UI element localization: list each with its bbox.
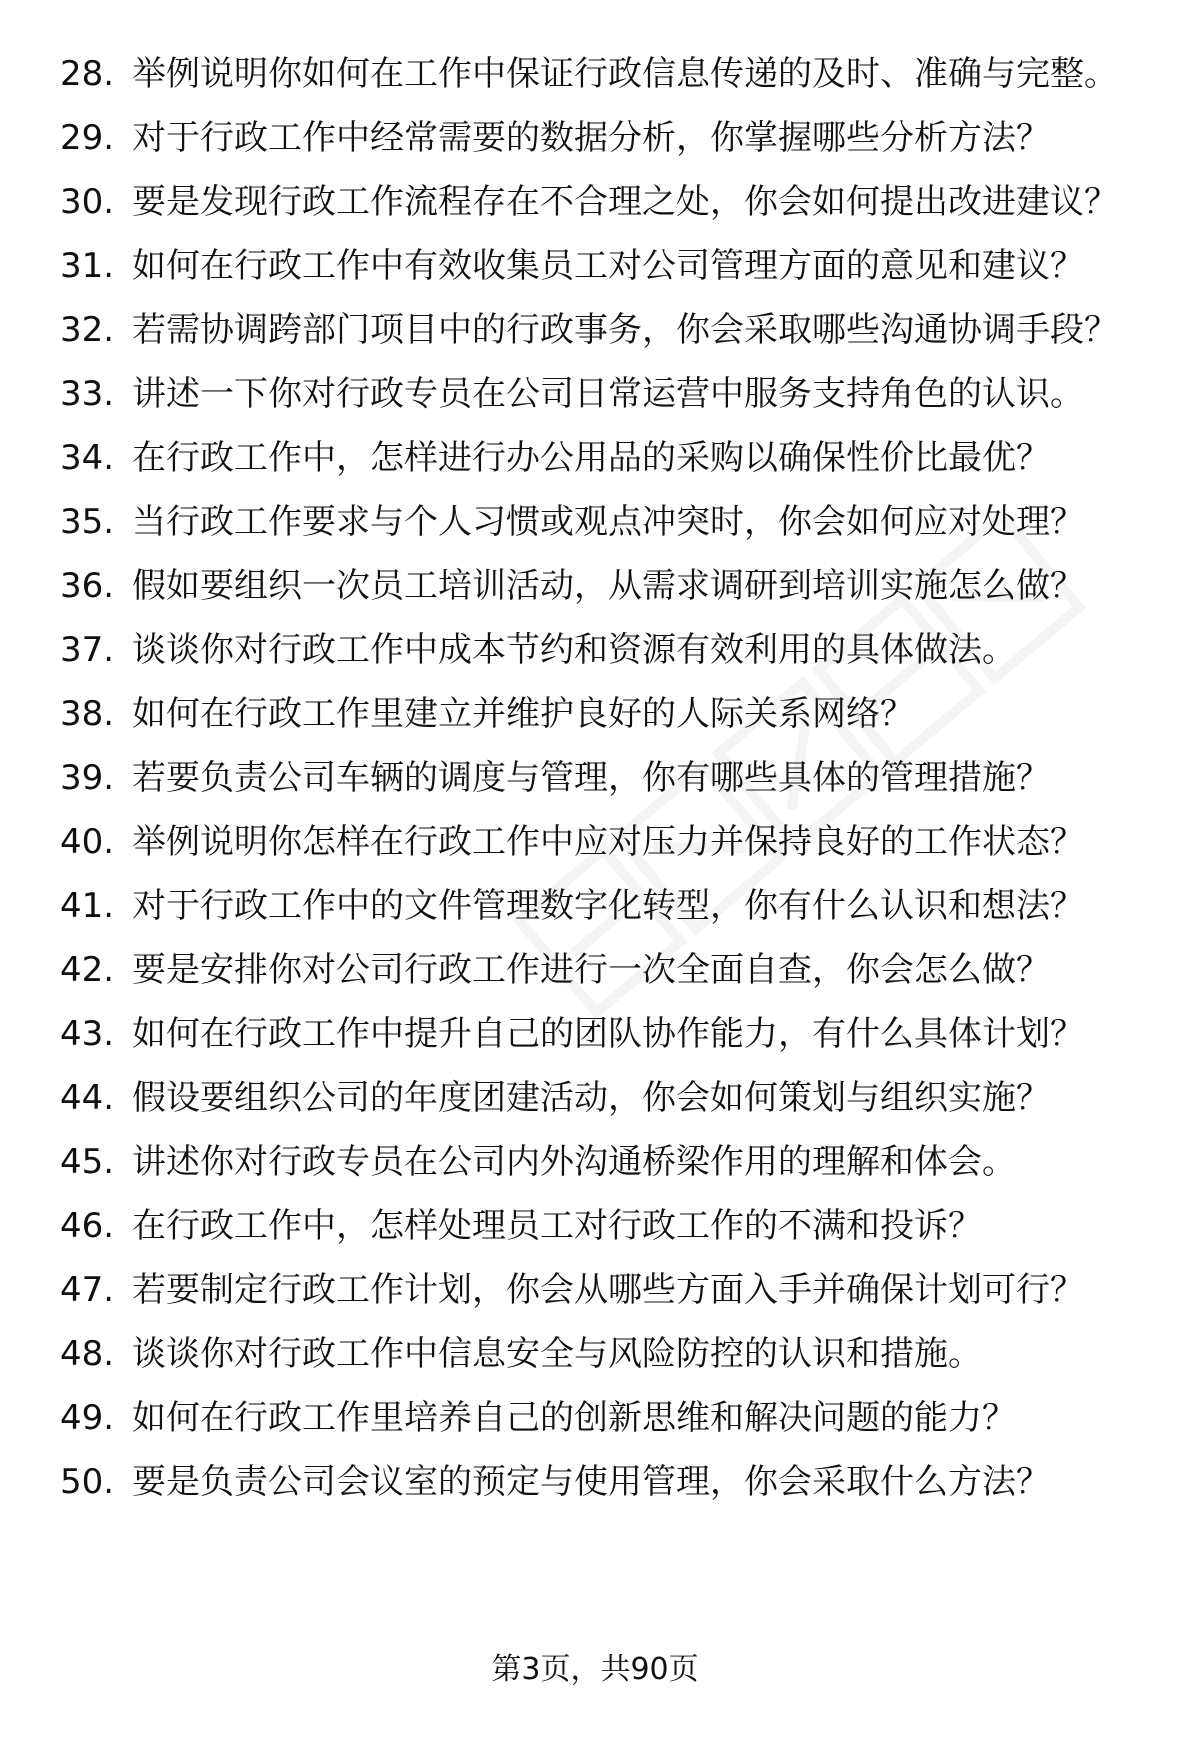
question-text: 举例说明你如何在工作中保证行政信息传递的及时、准确与完整。 — [132, 54, 1118, 94]
question-item — [60, 1012, 1160, 1056]
question-text: 举例说明你怎样在行政工作中应对压力并保持良好的工作状态？ — [132, 822, 1084, 862]
question-item — [60, 1460, 1160, 1504]
question-number: 46. — [60, 1206, 115, 1246]
question-number: 37. — [60, 630, 115, 670]
question-text: 假设要组织公司的年度团建活动，你会如何策划与组织实施？ — [132, 1078, 1050, 1118]
question-item — [60, 1396, 1160, 1440]
question-number: 31. — [60, 246, 115, 286]
question-item — [60, 1076, 1160, 1120]
question-text: 在行政工作中，怎样进行办公用品的采购以确保性价比最优？ — [132, 438, 1050, 478]
question-number: 28. — [60, 54, 115, 94]
question-number: 40. — [60, 822, 115, 862]
question-text: 谈谈你对行政工作中信息安全与风险防控的认识和措施。 — [132, 1334, 982, 1374]
question-item — [60, 308, 1160, 352]
question-text: 要是发现行政工作流程存在不合理之处，你会如何提出改进建议？ — [132, 182, 1118, 222]
question-number: 49. — [60, 1398, 115, 1438]
question-number: 45. — [60, 1142, 115, 1182]
question-number: 47. — [60, 1270, 115, 1310]
question-item — [60, 1268, 1160, 1312]
question-text: 如何在行政工作中有效收集员工对公司管理方面的意见和建议？ — [132, 246, 1084, 286]
question-number: 39. — [60, 758, 115, 798]
question-number: 33. — [60, 374, 115, 414]
question-item — [60, 948, 1160, 992]
question-item — [60, 628, 1160, 672]
question-number: 38. — [60, 694, 115, 734]
question-text: 如何在行政工作里培养自己的创新思维和解决问题的能力？ — [132, 1398, 1016, 1438]
question-number: 30. — [60, 182, 115, 222]
question-number: 44. — [60, 1078, 115, 1118]
question-text: 如何在行政工作里建立并维护良好的人际关系网络？ — [132, 694, 914, 734]
question-item — [60, 180, 1160, 224]
question-number: 48. — [60, 1334, 115, 1374]
question-item — [60, 884, 1160, 928]
question-number: 41. — [60, 886, 115, 926]
question-text: 当行政工作要求与个人习惯或观点冲突时，你会如何应对处理？ — [132, 502, 1084, 542]
question-text: 如何在行政工作中提升自己的团队协作能力，有什么具体计划？ — [132, 1014, 1084, 1054]
question-item — [60, 52, 1160, 96]
question-text: 对于行政工作中的文件管理数字化转型，你有什么认识和想法？ — [132, 886, 1084, 926]
question-item — [60, 1204, 1160, 1248]
question-item — [60, 1332, 1160, 1376]
question-number: 36. — [60, 566, 115, 606]
question-item — [60, 820, 1160, 864]
question-text: 要是安排你对公司行政工作进行一次全面自查，你会怎么做？ — [132, 950, 1050, 990]
question-item — [60, 756, 1160, 800]
question-number: 43. — [60, 1014, 115, 1054]
page-number: 第3页，共90页 — [491, 1652, 699, 1687]
question-text: 若要负责公司车辆的调度与管理，你有哪些具体的管理措施？ — [132, 758, 1050, 798]
question-number: 50. — [60, 1462, 115, 1502]
question-text: 要是负责公司会议室的预定与使用管理，你会采取什么方法？ — [132, 1462, 1050, 1502]
question-item — [60, 116, 1160, 160]
question-text: 讲述你对行政专员在公司内外沟通桥梁作用的理解和体会。 — [132, 1142, 1016, 1182]
question-item — [60, 692, 1160, 736]
question-number: 32. — [60, 310, 115, 350]
question-item — [60, 564, 1160, 608]
question-item — [60, 372, 1160, 416]
question-text: 对于行政工作中经常需要的数据分析，你掌握哪些分析方法？ — [132, 118, 1050, 158]
question-number: 42. — [60, 950, 115, 990]
question-text: 若需协调跨部门项目中的行政事务，你会采取哪些沟通协调手段？ — [132, 310, 1118, 350]
question-item — [60, 436, 1160, 480]
question-number: 35. — [60, 502, 115, 542]
question-list — [60, 52, 1160, 1524]
question-number: 34. — [60, 438, 115, 478]
question-item — [60, 1140, 1160, 1184]
question-text: 在行政工作中，怎样处理员工对行政工作的不满和投诉？ — [132, 1206, 982, 1246]
question-text: 讲述一下你对行政专员在公司日常运营中服务支持角色的认识。 — [132, 374, 1084, 414]
question-text: 假如要组织一次员工培训活动，从需求调研到培训实施怎么做？ — [132, 566, 1084, 606]
question-item — [60, 244, 1160, 288]
question-text: 谈谈你对行政工作中成本节约和资源有效利用的具体做法。 — [132, 630, 1016, 670]
question-text: 若要制定行政工作计划，你会从哪些方面入手并确保计划可行？ — [132, 1270, 1084, 1310]
question-number: 29. — [60, 118, 115, 158]
question-item — [60, 500, 1160, 544]
